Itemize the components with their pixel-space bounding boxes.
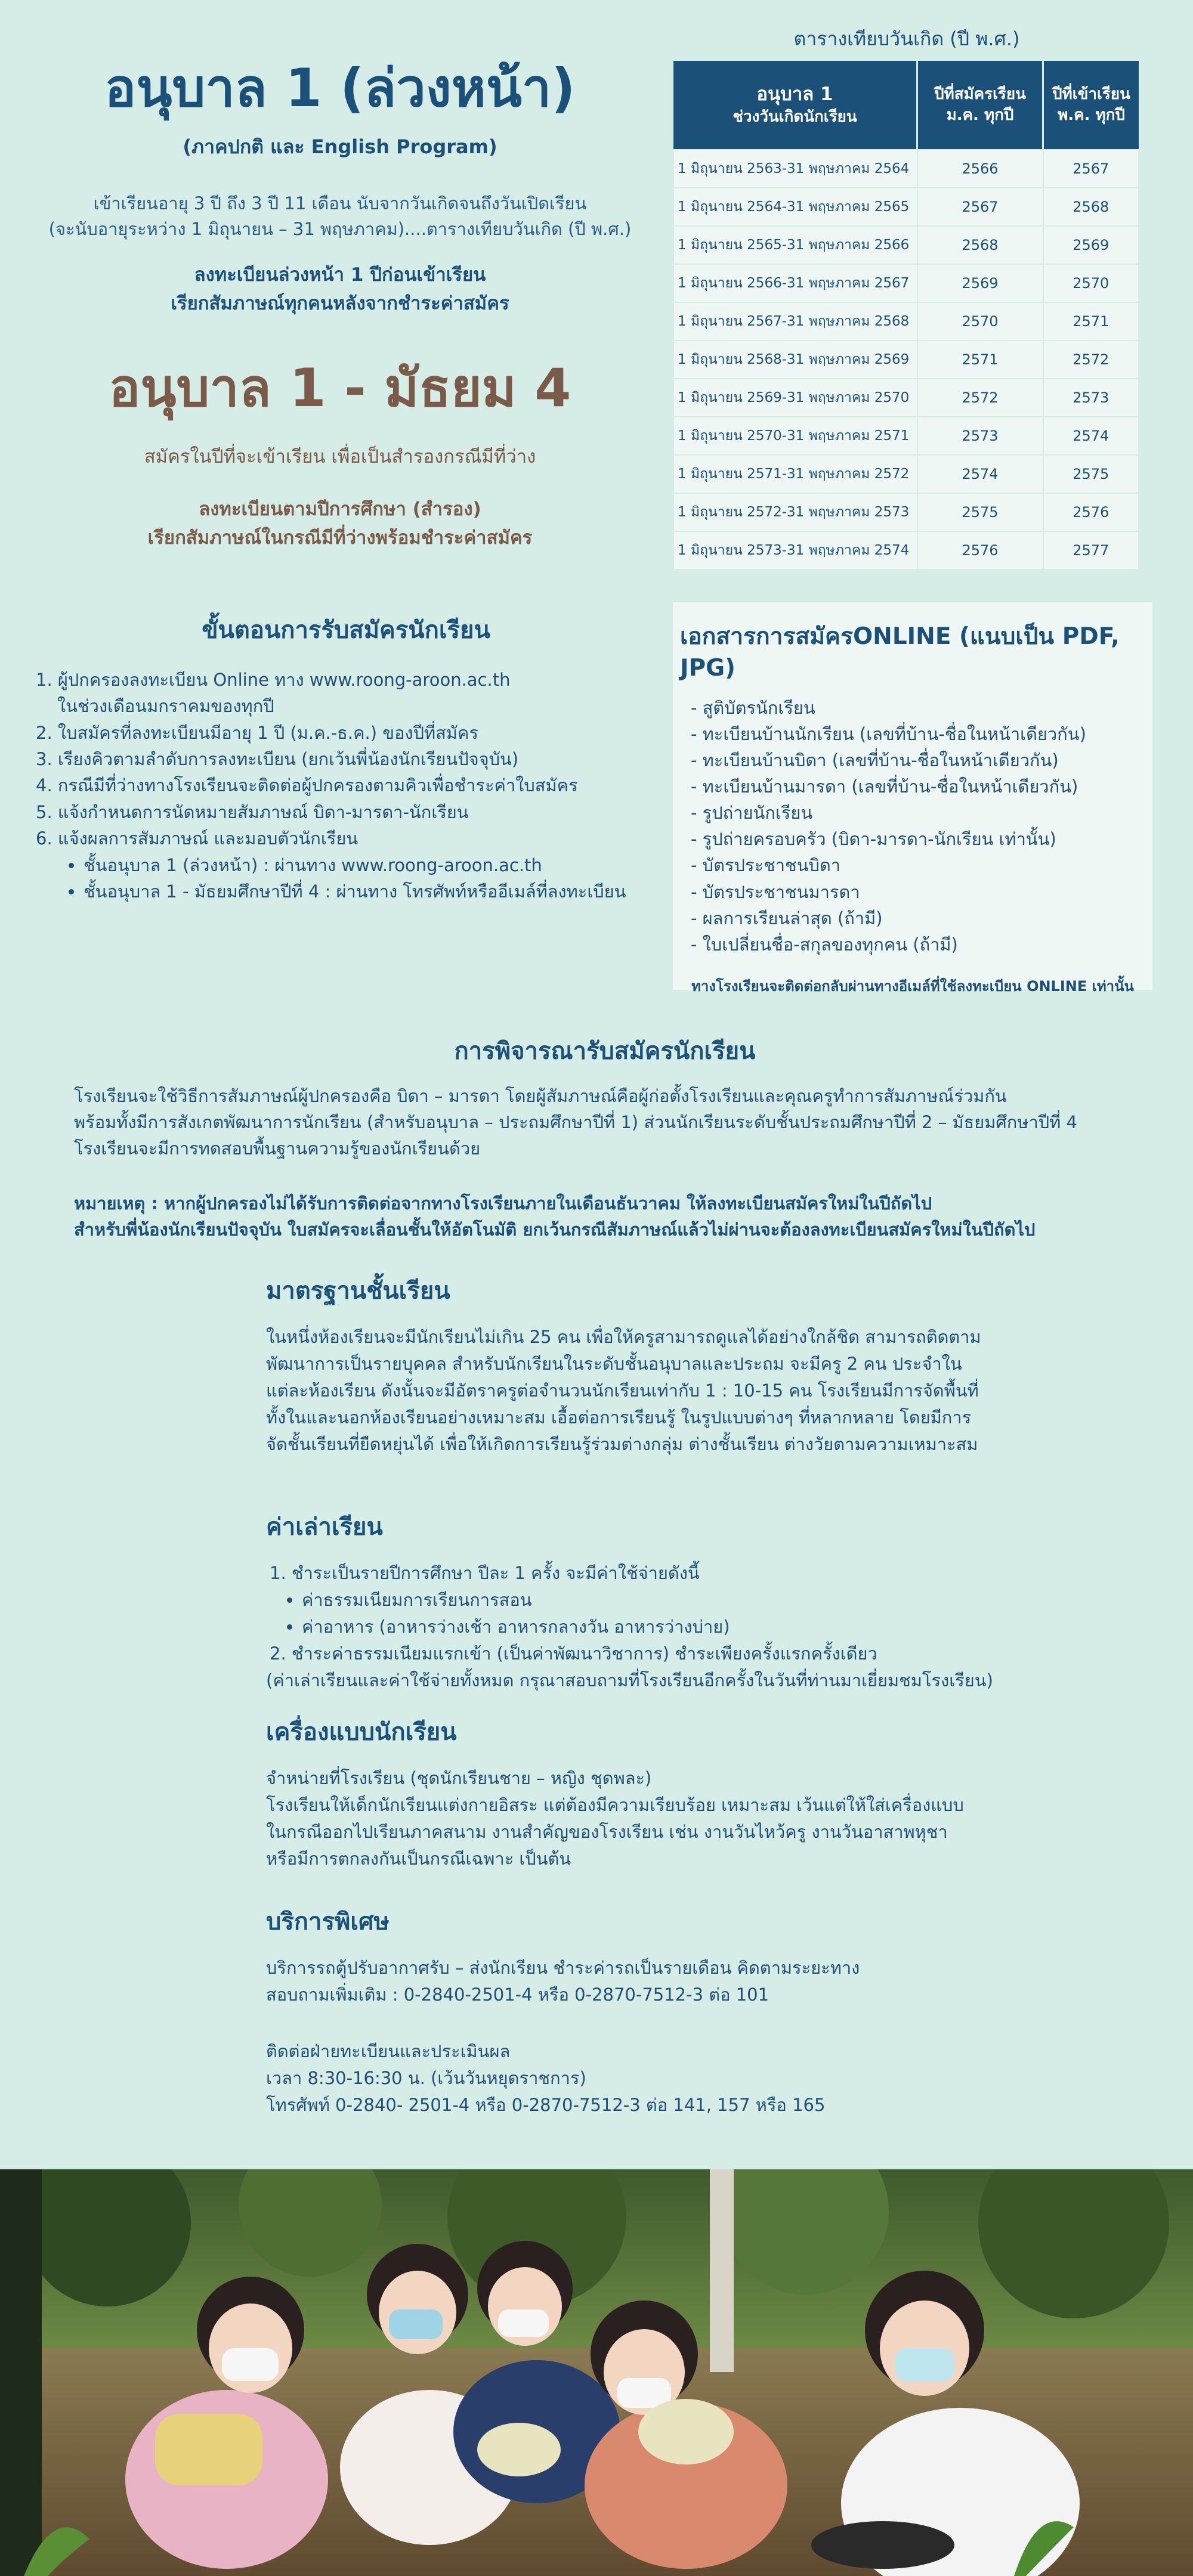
col-header-apply-year [917,61,1043,150]
cell-apply-year: 2574 [917,455,1043,493]
col-header-birth-range-line2: ช่วงวันเกิดนักเรียน [733,108,857,126]
standards-line: จัดชั้นเรียนที่ยืดหยุ่นได้ เพื่อให้เกิดการเรียนรู้ร่วมต่างกลุ่ม ต่างชั้นเรียน ต่างวัยตามความเหมาะสม [266,1433,978,1454]
cell-birth-range: 1 มิถุนายน 2568-31 พฤษภาคม 2569 [673,340,917,379]
class-standards-section [266,1271,1018,1458]
k1-m4-title: อนุบาล 1 - มัธยม 4 [109,357,571,419]
step-item: 2. ใบสมัครที่ลงทะเบียนมีอายุ 1 ปี (ม.ค.-ธ.ค.) ของปีที่สมัคร [36,722,478,743]
registration-contact [266,2038,1018,2119]
step-1-text: 1. ผู้ปกครองลงทะเบียน Online ทาง www.roong-aroon.ac.th [36,670,511,690]
step-6-sublist [36,852,656,905]
cell-apply-year: 2566 [917,150,1043,188]
cell-apply-year: 2569 [917,264,1043,302]
contact-phone: โทรศัพท์ 0-2840- 2501-4 หรือ 0-2870-7512-3 ต่อ 141, 157 หรือ 165 [266,2094,826,2115]
step-6-bullet-kinder: • ชั้นอนุบาล 1 (ล่วงหน้า) : ผ่านทาง www.roong-aroon.ac.th [84,852,656,878]
cell-birth-range: 1 มิถุนายน 2573-31 พฤษภาคม 2574 [673,531,917,569]
children-gardening-photo [0,2169,1193,2576]
col-header-apply-year-line1: ปีที่สมัครเรียน [934,85,1026,103]
table-row [673,531,1139,569]
col-header-birth-range-line1: อนุบาล 1 [756,83,833,105]
doc-item: - ทะเบียนบ้านนักเรียน (เลขที่บ้าน-ชื่อในหน้าเดียวกัน) [691,724,1086,745]
cell-apply-year: 2567 [917,188,1043,226]
table-row [673,455,1139,493]
cell-birth-range: 1 มิถุนายน 2569-31 พฤษภาคม 2570 [673,379,917,417]
birth-comparison-table [673,61,1139,570]
cell-entry-year: 2570 [1043,264,1139,302]
fees-item-1: 1. ชำระเป็นรายปีการศึกษา ปีละ 1 ครั้ง จะมีค่าใช้จ่ายดังนี้ [270,1563,700,1583]
fees-item-2: 2. ชำระค่าธรรมเนียมแรกเข้า (เป็นค่าพัฒนาวิชาการ) ชำระเพียงครั้งแรกครั้งเดียว [270,1643,877,1664]
cell-apply-year: 2576 [917,531,1043,569]
cell-apply-year: 2568 [917,226,1043,264]
kinder-register-note: ลงทะเบียนล่วงหน้า 1 ปีก่อนเข้าเรียน [194,264,486,286]
col-header-birth-range [673,61,917,150]
cell-birth-range: 1 มิถุนายน 2571-31 พฤษภาคม 2572 [673,455,917,493]
table-row [673,150,1139,188]
doc-item: - ทะเบียนบ้านมารดา (เลขที่บ้าน-ชื่อในหน้าเดียวกัน) [691,776,1078,797]
cell-entry-year: 2571 [1043,302,1139,340]
table-row [673,226,1139,264]
table-body [673,150,1139,569]
uniform-line: จำหน่ายที่โรงเรียน (ชุดนักเรียนชาย – หญิง ชุดพละ) [266,1768,652,1788]
col-header-entry-year [1043,61,1139,150]
uniform-title: เครื่องแบบนักเรียน [266,1719,457,1746]
steps-title: ขั้นตอนการรับสมัครนักเรียน [202,617,490,644]
step-item: 4. กรณีมีที่ว่างทางโรงเรียนจะติดต่อผู้ปกครองตามคิวเพื่อชำระค่าใบสมัคร [36,775,578,796]
cell-birth-range: 1 มิถุนายน 2563-31 พฤษภาคม 2564 [673,150,917,188]
step-1-period: ในช่วงเดือนมกราคมของทุกปี [57,696,274,717]
cell-birth-range: 1 มิถุนายน 2570-31 พฤษภาคม 2571 [673,417,917,455]
standards-line: แต่ละห้องเรียน ดังนั้นจะมีอัตราครูต่อจำนวนนักเรียนเท่ากับ 1 : 10-15 คน โรงเรียนมีการจัดพื้นที่ [266,1380,979,1401]
table-header-row [673,61,1139,150]
kinder-advance-title: อนุบาล 1 (ล่วงหน้า) [104,57,576,119]
cell-entry-year: 2576 [1043,493,1139,531]
standards-line: ในหนึ่งห้องเรียนจะมีนักเรียนไม่เกิน 25 คน เพื่อให้ครูสามารถดูแลได้อย่างใกล้ชิด สามารถติดตาม [266,1327,981,1347]
doc-item: - บัตรประชาชนบิดา [691,855,841,876]
k1-m4-interview-note: เรียกสัมภาษณ์ในกรณีมีที่ว่างพร้อมชำระค่าสมัคร [147,527,533,549]
uniform-line: โรงเรียนให้เด็กนักเรียนแต่งกายอิสระ แต่ต้องมีความเรียบร้อย เหมาะสม เว้นแต่ให้ใส่เครื่องแบบ [266,1794,964,1815]
step-6-bullet-k1-m4: • ชั้นอนุบาล 1 - มัธยมศึกษาปีที่ 4 : ผ่านทาง โทรศัพท์หรืออีเมล์ที่ลงทะเบียน [84,878,656,905]
table-row [673,493,1139,531]
application-steps [36,611,656,905]
table-row [673,264,1139,302]
doc-item: - บัตรประชาชนมารดา [691,881,860,902]
consider-line: โรงเรียนจะใช้วิธีการสัมภาษณ์ผู้ปกครองคือ บิดา – มารดา โดยผู้สัมภาษณ์คือผู้ก่อตั้งโรงเรียนและคุณครูทำการสัมภาษณ์ร่วมกัน [74,1086,1007,1106]
birth-table-caption: ตารางเทียบวันเกิด (ปี พ.ศ.) [793,27,1020,50]
table-row [673,188,1139,226]
kinder-age-range-note: (จะนับอายุระหว่าง 1 มิถุนายน – 31 พฤษภาคม)....ตารางเทียบวันเกิด (ปี พ.ศ.) [48,219,632,240]
step-item: 3. เรียงคิวตามลำดับการลงทะเบียน (ยกเว้นพี่น้องนักเรียนปัจจุบัน) [36,749,519,770]
cell-entry-year: 2572 [1043,340,1139,379]
contact-department: ติดต่อฝ่ายทะเบียนและประเมินผล [266,2041,511,2061]
doc-item: - รูปถ่ายนักเรียน [691,803,813,823]
fees-bullet: • ค่าอาหาร (อาหารว่างเช้า อาหารกลางวัน อาหารว่างบ่าย) [302,1614,1018,1640]
uniform-line: หรือมีการตกลงกันเป็นกรณีเฉพาะ เป็นต้น [266,1848,571,1869]
kinder-age-description: เข้าเรียนอายุ 3 ปี ถึง 3 ปี 11 เดือน นับจากวันเกิดจนถึงวันเปิดเรียน [93,193,587,213]
fees-bullet: • ค่าธรรมเนียมการเรียนการสอน [302,1587,1018,1614]
special-line: บริการรถตู้ปรับอากาศรับ – ส่งนักเรียน ชำระค่ารถเป็นรายเดือน คิดตามระยะทาง [266,1958,860,1978]
contact-hours: เวลา 8:30-16:30 น. (เว้นวันหยุดราชการ) [266,2067,586,2088]
cell-entry-year: 2574 [1043,417,1139,455]
k1-m4-register-note: ลงทะเบียนตามปีการศึกษา (สำรอง) [199,498,481,520]
docs-contact-note: ทางโรงเรียนจะติดต่อกลับผ่านทางอีเมล์ที่ใช้ลงทะเบียน ONLINE เท่านั้น [691,977,1134,995]
online-documents-box [673,602,1152,995]
special-services-section [266,1902,1018,2008]
docs-list [680,695,1145,958]
k1-m4-subtitle: สมัครในปีที่จะเข้าเรียน เพื่อเป็นสำรองกรณีมีที่ว่าง [144,445,536,467]
consider-title: การพิจารณารับสมัครนักเรียน [454,1038,756,1065]
uniform-line: ในกรณีออกไปเรียนภาคสนาม งานสำคัญของโรงเรียน เช่น งานวันไหว้ครู งานวันอาสาพหุชา [266,1821,948,1842]
cell-birth-range: 1 มิถุนายน 2566-31 พฤษภาคม 2567 [673,264,917,302]
step-item: 5. แจ้งกำหนดการนัดหมายสัมภาษณ์ บิดา-มารดา-นักเรียน [36,801,469,822]
table-row [673,417,1139,455]
cell-birth-range: 1 มิถุนายน 2567-31 พฤษภาคม 2568 [673,302,917,340]
fees-title: ค่าเล่าเรียน [266,1513,383,1541]
consider-line: พร้อมทั้งมีการสังเกตพัฒนาการนักเรียน (สำหรับอนุบาล – ประถมศึกษาปีที่ 1) ส่วนนักเรียนระดับชั้นประถมศึกษาปีที่ 2 – มัธยมศึกษาปีที่ 4 [74,1112,1077,1133]
cell-entry-year: 2568 [1043,188,1139,226]
cell-apply-year: 2571 [917,340,1043,379]
cell-entry-year: 2575 [1043,455,1139,493]
special-title: บริการพิเศษ [266,1908,390,1936]
cell-apply-year: 2573 [917,417,1043,455]
step-item [36,825,656,905]
doc-item: - รูปถ่ายครอบครัว (บิดา-มารดา-นักเรียน เท่านั้น) [691,829,1056,850]
col-header-apply-year-line2: ม.ค. ทุกปี [946,106,1014,124]
col-header-entry-year-line2: พ.ค. ทุกปี [1058,106,1125,124]
tuition-section [266,1507,1018,1694]
steps-list [36,667,656,905]
cell-entry-year: 2577 [1043,531,1139,569]
cell-apply-year: 2572 [917,379,1043,417]
consider-remark: หมายเหตุ : หากผู้ปกครองไม่ได้รับการติดต่อจากทางโรงเรียนภายในเดือนธันวาคม ให้ลงทะเบียนสมัครใหม่ในปีถัดไป [74,1193,932,1214]
step-6-text: 6. แจ้งผลการสัมภาษณ์ และมอบตัวนักเรียน [36,828,358,849]
standards-line: ทั้งในและนอกห้องเรียนอย่างเหมาะสม เอื้อต่อการเรียนรู้ ในรูปแบบต่างๆ ที่หลากหลาย โดยมีการ [266,1407,972,1428]
cell-entry-year: 2573 [1043,379,1139,417]
cell-entry-year: 2569 [1043,226,1139,264]
standards-title: มาตรฐานชั้นเรียน [266,1277,450,1305]
doc-item: - สูติบัตรนักเรียน [691,698,815,718]
standards-line: พัฒนาการเป็นรายบุคคล สำหรับนักเรียนในระดับชั้นอนุบาลและประถม จะมีครู 2 คน ประจำใน [266,1353,962,1374]
special-phone: สอบถามเพิ่มเติม : 0-2840-2501-4 หรือ 0-2870-7512-3 ต่อ 101 [266,1984,769,2005]
kinder-interview-note: เรียกสัมภาษณ์ทุกคนหลังจากชำระค่าสมัคร [171,292,509,314]
cell-birth-range: 1 มิถุนายน 2572-31 พฤษภาคม 2573 [673,493,917,531]
col-header-entry-year-line1: ปีที่เข้าเรียน [1052,85,1130,103]
table-row [673,302,1139,340]
cell-apply-year: 2575 [917,493,1043,531]
fees-note: (ค่าเล่าเรียนและค่าใช้จ่ายทั้งหมด กรุณาสอบถามที่โรงเรียนอีกครั้งในวันที่ท่านมาเยี่ยมชมโรงเรียน) [266,1670,993,1690]
cell-entry-year: 2567 [1043,150,1139,188]
cell-apply-year: 2570 [917,302,1043,340]
fees-bullets [266,1587,1018,1640]
doc-item: - ใบเปลี่ยนชื่อ-สกุลของทุกคน (ถ้ามี) [691,934,958,955]
admission-consideration [74,1032,1136,1243]
consider-remark: สำหรับพี่น้องนักเรียนปัจจุบัน ใบสมัครจะเลื่อนชั้นให้อัตโนมัติ ยกเว้นกรณีสัมภาษณ์แล้วไม่ผ่านจะต้องลงทะเบียนสมัครใหม่ในปีถัดไป [74,1219,1036,1240]
kinder-advance-subtitle: (ภาคปกติ และ English Program) [183,135,497,158]
doc-item: - ผลการเรียนล่าสุด (ถ้ามี) [691,908,883,928]
consider-line: โรงเรียนจะมีการทดสอบพื้นฐานความรู้ของนักเรียนด้วย [74,1138,481,1159]
step-item [36,667,656,720]
table-row [673,340,1139,379]
doc-item: - ทะเบียนบ้านบิดา (เลขที่บ้าน-ชื่อในหน้าเดียวกัน) [691,750,1059,771]
kindergarten-intro [24,57,656,552]
table-row [673,379,1139,417]
cell-birth-range: 1 มิถุนายน 2565-31 พฤษภาคม 2566 [673,226,917,264]
cell-birth-range: 1 มิถุนายน 2564-31 พฤษภาคม 2565 [673,188,917,226]
docs-title: เอกสารการสมัครONLINE (แนบเป็น PDF, JPG) [680,623,1120,682]
uniform-section [266,1713,1018,1872]
